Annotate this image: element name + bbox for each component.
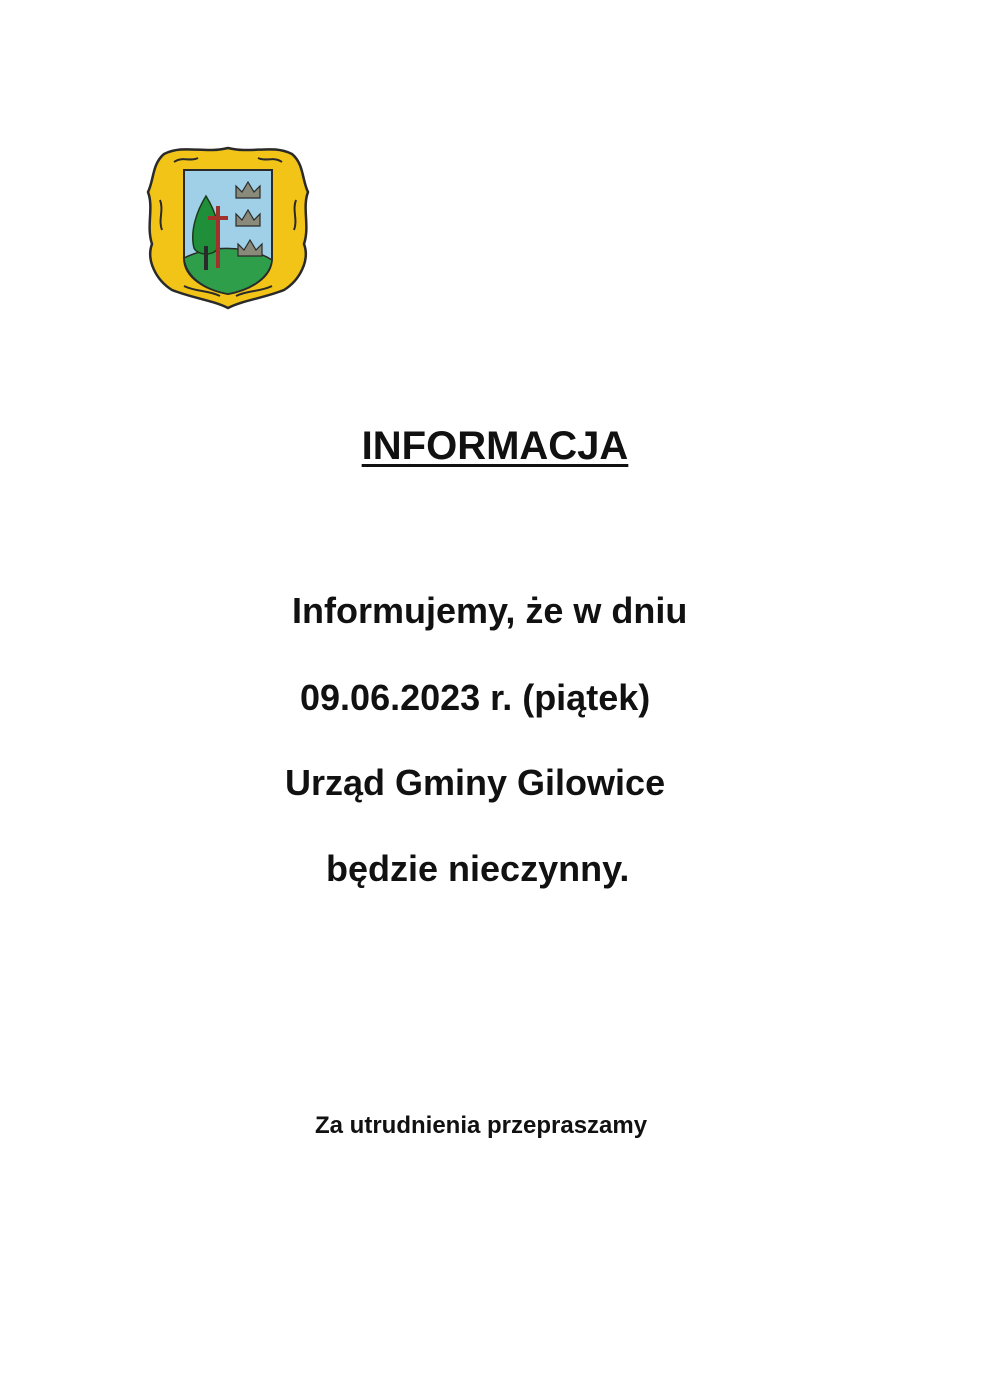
announcement-line: Informujemy, że w dniu	[292, 590, 688, 631]
announcement-date: 09.06.2023 r. (piątek)	[300, 677, 651, 718]
document-title: INFORMACJA	[361, 424, 629, 468]
coat-of-arms-icon	[144, 140, 312, 310]
announcement-status: będzie nieczynny.	[326, 848, 630, 889]
announcement-office: Urząd Gminy Gilowice	[285, 762, 666, 803]
closing-note: Za utrudnienia przepraszamy	[315, 1112, 648, 1139]
